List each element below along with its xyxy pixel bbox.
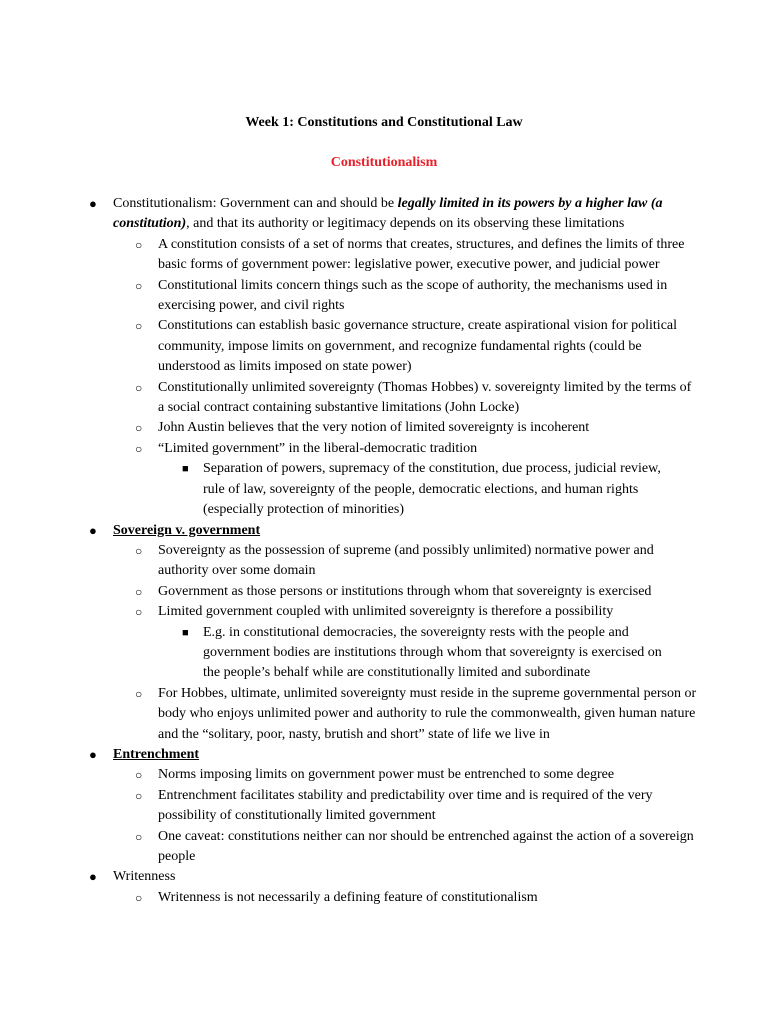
list-item — [0, 276, 699, 317]
item-text: John Austin believes that the very notion of limited sovereignty is incoherent — [158, 420, 590, 436]
circle-bullet-icon: ○ — [135, 380, 143, 395]
disc-bullet-icon: ● — [89, 746, 97, 762]
item-text: Government as those persons or institutions through whom that sovereignty is exercised — [158, 583, 652, 599]
disc-bullet-icon: ● — [89, 522, 97, 538]
document-body — [0, 194, 768, 908]
item-text: Entrenchment facilitates stability and predictability over time and is required of the very possibility of constitutionally limited government — [158, 787, 653, 824]
item-text: “Limited government” in the liberal-democratic tradition — [158, 440, 478, 456]
list-item — [0, 602, 699, 622]
disc-bullet-icon: ● — [89, 869, 97, 885]
list-item — [0, 888, 699, 908]
section-title: Constitutionalism — [330, 155, 438, 170]
list-item — [0, 745, 683, 765]
item-text: E.g. in constitutional democracies, the sovereignty rests with the people and government bodies are institutions through whom that sovereignty is exercised on the people’s behalf while are constitutionally limited and subordinate — [203, 624, 662, 681]
circle-bullet-icon: ○ — [135, 829, 143, 844]
item-text: Sovereignty as the possession of supreme (and possibly unlimited) normative power and authority over some domain — [158, 542, 654, 579]
section-heading: Writenness — [113, 869, 176, 885]
item-text: Constitutionally unlimited sovereignty (Thomas Hobbes) v. sovereignty limited by the terms of a social contract containing substantive limitations (John Locke) — [158, 379, 692, 416]
circle-bullet-icon: ○ — [135, 890, 143, 905]
circle-bullet-icon: ○ — [135, 441, 143, 456]
list-item — [0, 439, 699, 459]
list-item — [0, 765, 699, 785]
circle-bullet-icon: ○ — [135, 319, 143, 334]
list-item — [0, 521, 683, 541]
item-text: Limited government coupled with unlimited sovereignty is therefore a possibility — [158, 604, 614, 620]
circle-bullet-icon: ○ — [135, 686, 143, 701]
document-title: Week 1: Constitutions and Constitutional Law — [245, 115, 523, 130]
list-item — [0, 194, 683, 235]
circle-bullet-icon: ○ — [135, 543, 143, 558]
item-text: Constitutional limits concern things such as the scope of authority, the mechanisms used in exercising power, and civil rights — [158, 277, 668, 314]
item-text: Constitutions can establish basic governance structure, create aspirational vision for political community, impose limits on government, and recognize fundamental rights (could be understood as limits imposed on state power) — [158, 318, 678, 375]
list-item — [0, 316, 699, 377]
list-item — [0, 378, 699, 419]
disc-bullet-icon: ● — [89, 196, 97, 211]
circle-bullet-icon: ○ — [135, 788, 143, 803]
list-item — [0, 786, 699, 827]
item-text: , and that its authority or legitimacy depends on its observing these limitations — [186, 216, 625, 232]
item-text: For Hobbes, ultimate, unlimited sovereignty must reside in the supreme governmental person or body who enjoys unlimited power and authority to rule the commonwealth, given human nature and the “solitary, poor, nasty, brutish and short” state of life we live in — [158, 685, 697, 742]
list-item — [0, 827, 699, 868]
circle-bullet-icon: ○ — [135, 584, 143, 599]
circle-bullet-icon: ○ — [135, 768, 143, 783]
list-item — [0, 235, 699, 276]
item-text: One caveat: constitutions neither can nor should be entrenched against the action of a sovereign people — [158, 828, 694, 864]
list-item — [0, 582, 699, 602]
circle-bullet-icon: ○ — [135, 605, 143, 620]
list-item — [0, 684, 699, 745]
list-item — [0, 867, 683, 887]
item-text: Constitutionalism: Government can and should be — [113, 196, 398, 211]
item-text: Writenness is not necessarily a defining feature of constitutionalism — [158, 889, 538, 905]
section-heading: Entrenchment — [113, 746, 200, 762]
list-item — [0, 418, 699, 438]
list-item — [0, 459, 681, 520]
circle-bullet-icon: ○ — [135, 237, 143, 252]
item-text: A constitution consists of a set of norms that creates, structures, and defines the limits of three basic forms of government power: legislative power, executive power, and judicial power — [158, 236, 685, 273]
square-bullet-icon: ■ — [182, 626, 189, 639]
circle-bullet-icon: ○ — [135, 421, 143, 436]
item-emphasis: legally limited in its powers by a higher law (a constitution) — [113, 196, 663, 232]
list-item — [0, 541, 699, 582]
circle-bullet-icon: ○ — [135, 278, 143, 293]
square-bullet-icon: ■ — [182, 463, 189, 476]
item-text: Separation of powers, supremacy of the constitution, due process, judicial review, rule of law, sovereignty of the people, democratic elections, and human rights (especially protection of minorities) — [203, 461, 661, 518]
section-heading: Sovereign v. government — [113, 522, 261, 538]
list-item — [0, 623, 681, 684]
item-text: Norms imposing limits on government power must be entrenched to some degree — [158, 767, 615, 783]
